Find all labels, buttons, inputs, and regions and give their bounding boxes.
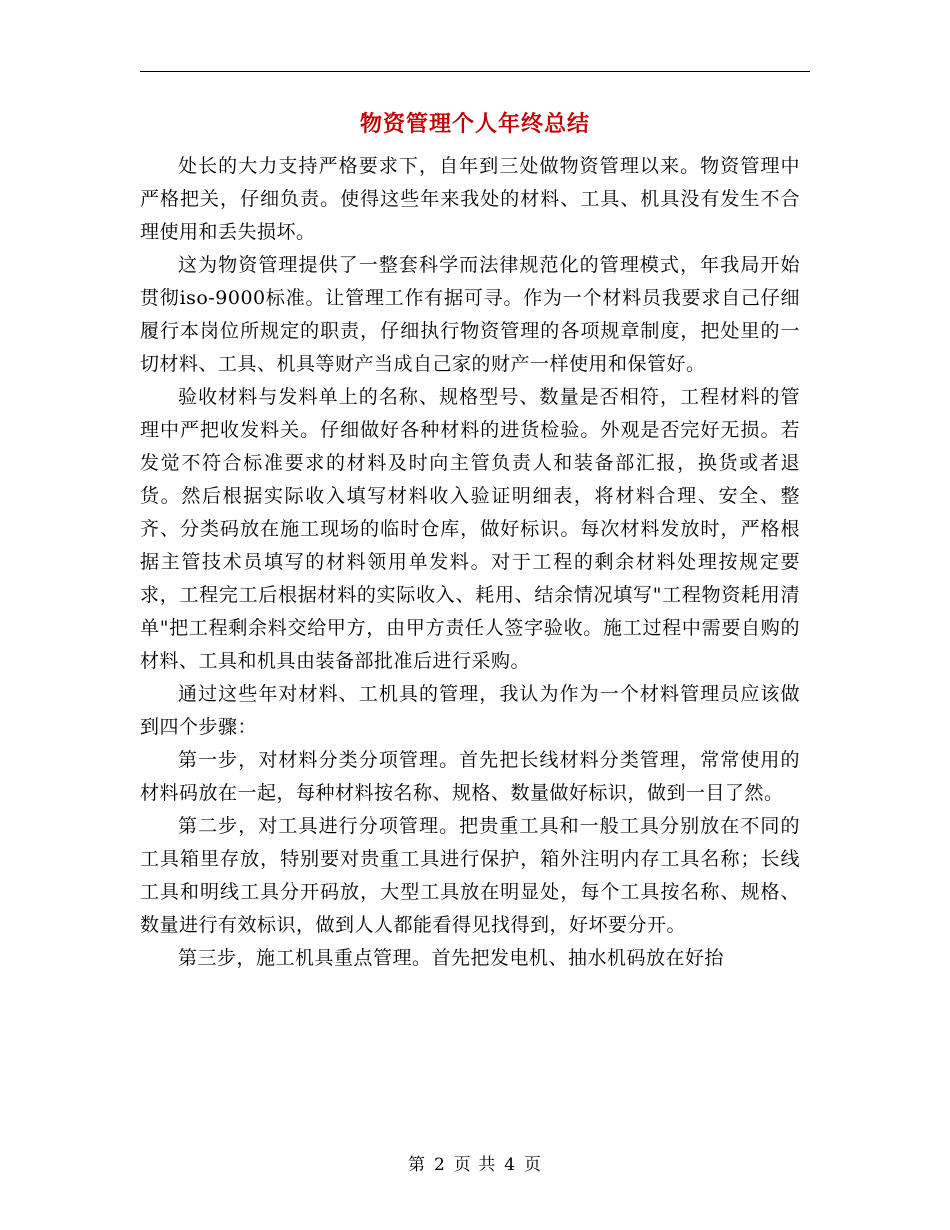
page-suffix: 页 bbox=[524, 1155, 543, 1175]
header-rule bbox=[140, 71, 810, 72]
document-body bbox=[140, 150, 800, 975]
page-total: 4 bbox=[504, 1155, 517, 1175]
paragraph-6: 第二步，对工具进行分项管理。把贵重工具和一般工具分别放在不同的工具箱里存放，特别要对贵重工具进行保护，箱外注明内存工具名称；长线工具和明线工具分开码放，大型工具放在明显处，每个工具按名称、规格、数量进行有效标识，做到人人都能看得见找得到，好坏要分开。 bbox=[140, 815, 800, 936]
paragraph-3: 验收材料与发料单上的名称、规格型号、数量是否相符，工程材料的管理中严把收发料关。仔细做好各种材料的进货检验。外观是否完好无损。若发觉不符合标准要求的材料及时向主管负责人和装备部汇报，换货或者退货。然后根据实际收入填写材料收入验证明细表，将材料合理、安全、整齐、分类码放在施工现场的临时仓库，做好标识。每次材料发放时，严格根据主管技术员填写的材料领用单发料。对于工程的剩余材料处理按规定要求，工程完工后根据材料的实际收入、耗用、结余情况填写"工程物资耗用清单"把工程剩余料交给甲方，由甲方责任人签字验收。施工过程中需要自购的材料、工具和机具由装备部批准后进行采购。 bbox=[140, 386, 800, 672]
page-prefix: 第 bbox=[407, 1155, 426, 1175]
paragraph-2: 这为物资管理提供了一整套科学而法律规范化的管理模式，年我局开始贯彻iso-9000标准。让管理工作有据可寻。作为一个材料员我要求自己仔细履行本岗位所规定的职责，仔细执行物资管理的各项规章制度，把处里的一切材料、工具、机具等财产当成自己家的财产一样使用和保管好。 bbox=[140, 254, 800, 375]
paragraph-5: 第一步，对材料分类分项管理。首先把长线材料分类管理，常常使用的材料码放在一起，每种材料按名称、规格、数量做好标识，做到一目了然。 bbox=[140, 749, 800, 804]
page-middle: 页 共 bbox=[453, 1155, 497, 1175]
paragraph-4: 通过这些年对材料、工机具的管理，我认为作为一个材料管理员应该做到四个步骤： bbox=[140, 683, 800, 738]
paragraph-7: 第三步，施工机具重点管理。首先把发电机、抽水机码放在好抬 bbox=[178, 947, 725, 969]
page-current: 2 bbox=[433, 1155, 446, 1175]
document-title: 物资管理个人年终总结 bbox=[359, 111, 590, 137]
page-footer bbox=[0, 1153, 950, 1177]
paragraph-1: 处长的大力支持严格要求下，自年到三处做物资管理以来。物资管理中严格把关，仔细负责。使得这些年来我处的材料、工具、机具没有发生不合理使用和丢失损坏。 bbox=[140, 155, 800, 243]
